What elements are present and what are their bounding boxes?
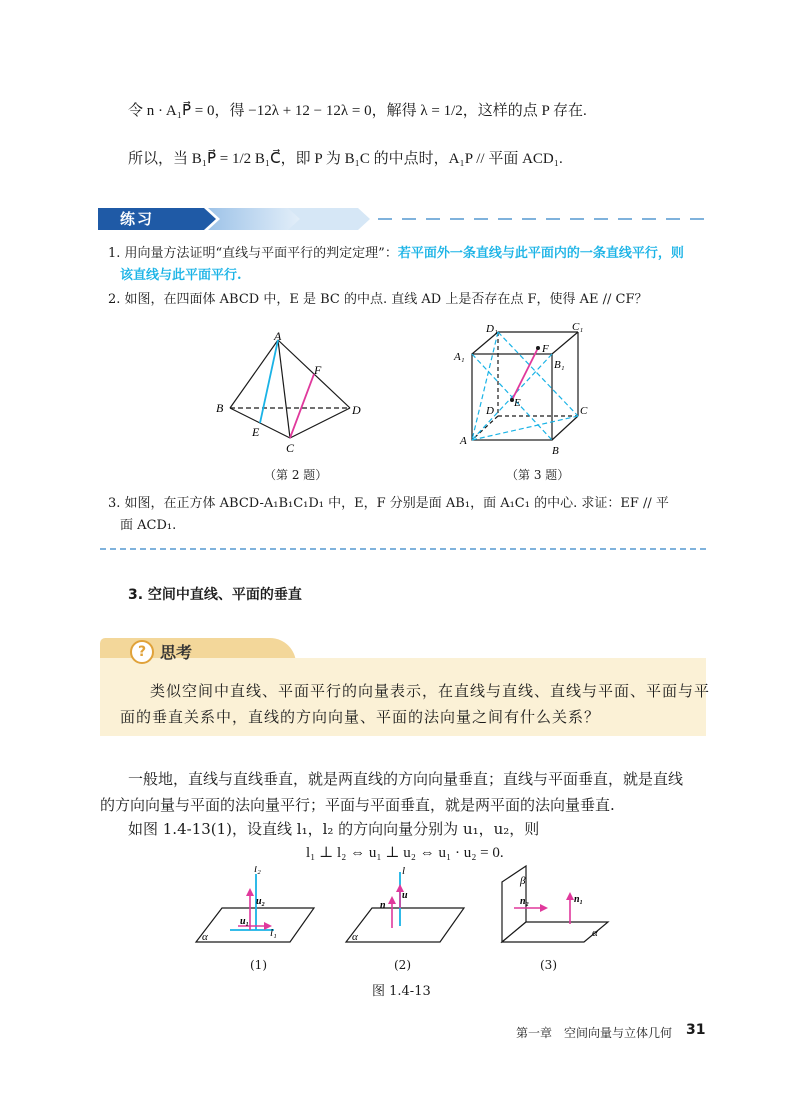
practice-q1 bbox=[108, 244, 684, 264]
solution-line-2: 所以，当 B₁P⃗ = 1/2 B₁C⃗，即 P 为 B₁C 的中点时，A₁P // 平面 ACD₁. bbox=[128, 151, 563, 167]
practice-end-rule bbox=[100, 548, 706, 550]
practice-q3-line2: 面 ACD₁. bbox=[120, 518, 177, 533]
fig-1-4-13-3 bbox=[490, 862, 610, 946]
q1-highlight-cont: 该直线与此平面平行. bbox=[120, 268, 242, 283]
svg-text:n: n bbox=[380, 900, 386, 911]
svg-text:n₁: n₁ bbox=[574, 894, 584, 905]
svg-text:C: C bbox=[286, 441, 295, 455]
solution-line-1: 令 n · A₁P⃗ = 0，得 −12λ + 12 − 12λ = 0，解得 λ = 1/2，这样的点 P 存在. bbox=[128, 103, 587, 119]
body-line-3: 如图 1.4-13(1)，设直线 l₁，l₂ 的方向向量分别为 u₁，u₂，则 bbox=[128, 820, 540, 838]
svg-text:α: α bbox=[592, 927, 598, 939]
body-formula: l₁ ⊥ l₂ ⇔ u₁ ⊥ u₂ ⇔ u₁ · u₂ = 0. bbox=[306, 845, 504, 861]
caption-fig2: （第 2 题） bbox=[264, 468, 328, 482]
think-line-1: 类似空间中直线、平面平行的向量表示，在直线与直线、直线与平面、平面与平 bbox=[150, 682, 711, 700]
svg-text:F: F bbox=[314, 363, 322, 377]
fig-1-4-13-1 bbox=[190, 866, 320, 946]
question-icon: ? bbox=[130, 640, 154, 664]
think-title: 思考 bbox=[160, 643, 193, 662]
practice-banner-graphic bbox=[98, 206, 708, 232]
q1-highlight: 若平面外一条直线与此平面内的一条直线平行，则 bbox=[397, 246, 684, 261]
svg-text:u₁: u₁ bbox=[240, 916, 250, 927]
svg-text:B₁: B₁ bbox=[554, 359, 565, 371]
think-line-2: 面的垂直关系中，直线的方向向量、平面的法向量之间有什么关系？ bbox=[120, 708, 601, 726]
svg-text:B: B bbox=[216, 401, 224, 415]
fig-label-2: (2) bbox=[394, 958, 411, 972]
svg-text:A: A bbox=[274, 330, 282, 343]
svg-text:l₁: l₁ bbox=[270, 927, 277, 939]
svg-text:n₂: n₂ bbox=[520, 896, 530, 907]
caption-fig3: （第 3 题） bbox=[506, 468, 570, 482]
q1-prefix: 1. 用向量方法证明“直线与平面平行的判定定理”： bbox=[108, 246, 398, 261]
practice-title: 练习 bbox=[120, 210, 155, 228]
section-heading: 3. 空间中直线、平面的垂直 bbox=[128, 587, 302, 603]
fig-caption: 图 1.4-13 bbox=[372, 984, 431, 999]
fig-label-1: (1) bbox=[250, 958, 267, 972]
svg-text:A₁: A₁ bbox=[454, 351, 465, 363]
svg-text:D: D bbox=[486, 405, 494, 417]
svg-text:D: D bbox=[352, 403, 361, 417]
svg-text:α: α bbox=[352, 931, 358, 943]
svg-text:u: u bbox=[402, 890, 408, 901]
page-number: 31 bbox=[686, 1022, 706, 1038]
svg-text:F: F bbox=[542, 343, 549, 355]
svg-text:A: A bbox=[460, 435, 467, 447]
body-line-1: 一般地，直线与直线垂直，就是两直线的方向向量垂直；直线与平面垂直，就是直线 bbox=[128, 770, 684, 788]
practice-q2: 2. 如图，在四面体 ABCD 中，E 是 BC 的中点. 直线 AD 上是否存在点 F，使得 AE // CF？ bbox=[108, 292, 648, 307]
svg-text:E: E bbox=[514, 397, 521, 409]
svg-text:β: β bbox=[520, 875, 526, 887]
svg-text:u₂: u₂ bbox=[256, 896, 266, 907]
body-line-2: 的方向向量与平面的法向量平行；平面与平面垂直，就是两平面的法向量垂直. bbox=[100, 796, 615, 814]
fig-label-3: (3) bbox=[540, 958, 557, 972]
svg-text:α: α bbox=[202, 931, 208, 943]
fig-1-4-13-2 bbox=[340, 866, 470, 946]
svg-text:E: E bbox=[252, 425, 260, 439]
svg-text:l₂: l₂ bbox=[254, 866, 261, 875]
svg-text:C₁: C₁ bbox=[572, 321, 584, 333]
practice-q3-line1: 3. 如图，在正方体 ABCD-A₁B₁C₁D₁ 中，E，F 分别是面 AB₁，面 A₁C₁ 的中心. 求证：EF // 平 bbox=[108, 496, 669, 511]
footer-chapter: 第一章 空间向量与立体几何 bbox=[516, 1026, 673, 1040]
cube-figure bbox=[452, 320, 602, 460]
svg-text:C: C bbox=[580, 405, 588, 417]
svg-text:D₁: D₁ bbox=[486, 323, 498, 335]
tetrahedron-figure bbox=[210, 330, 370, 460]
svg-text:l: l bbox=[402, 866, 406, 877]
svg-text:B: B bbox=[552, 445, 559, 457]
